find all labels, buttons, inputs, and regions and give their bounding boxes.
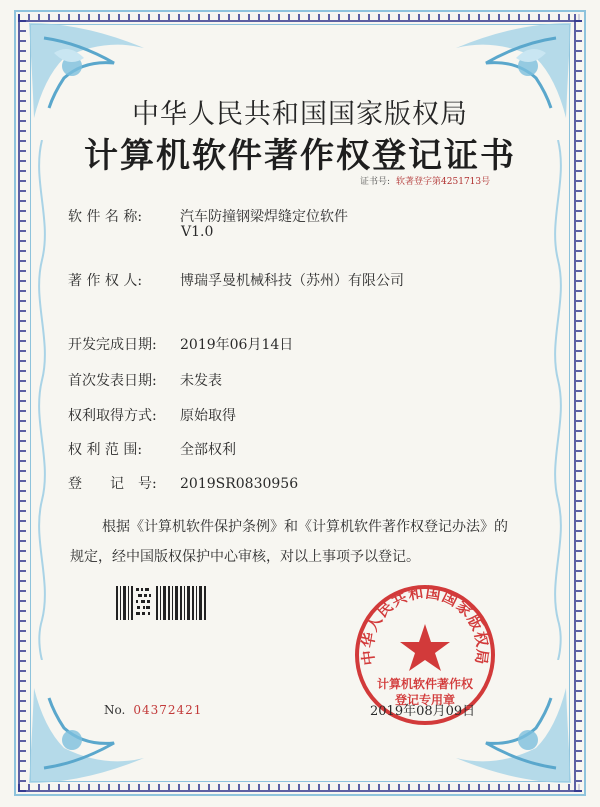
field-value: 原始取得	[180, 408, 236, 424]
field-label: 权 利 范 围:	[68, 442, 143, 458]
issue-date: 2019年08月09日	[370, 704, 476, 719]
legal-statement-line-1: 根据《计算机软件保护条例》和《计算机软件著作权登记办法》的	[102, 519, 508, 535]
seal-ring-text: 中华人民共和国国家版权局	[358, 583, 492, 667]
legal-statement-line-2: 规定，经中国版权保护中心审核，对以上事项予以登记。	[70, 549, 420, 565]
barcode	[116, 586, 208, 620]
field-value: 未发表	[180, 373, 222, 389]
seal-text-line-1: 计算机软件著作权	[376, 677, 473, 691]
field-acquisition-method	[68, 405, 236, 425]
software-version: V1.0	[181, 224, 214, 240]
field-completion-date	[68, 334, 293, 354]
field-software-name	[68, 206, 348, 226]
field-first-publication-date	[68, 370, 222, 390]
field-label: 开发完成日期:	[68, 337, 157, 353]
issuer-name: 中华人民共和国国家版权局	[132, 99, 468, 130]
field-value: 汽车防撞钢梁焊缝定位软件	[180, 209, 348, 225]
side-vine-left	[28, 140, 56, 660]
field-rights-scope	[68, 439, 236, 459]
serial-number-label: No.	[104, 703, 126, 717]
certificate-title: 计算机软件著作权登记证书	[84, 136, 516, 176]
field-registration-number	[68, 473, 298, 493]
field-value: 全部权利	[180, 442, 236, 458]
serial-number	[104, 703, 202, 717]
field-value: 2019年06月14日	[180, 337, 294, 353]
corner-ornament-bottom-left	[24, 678, 154, 788]
certificate-number-label: 证书号:	[360, 177, 391, 187]
certificate-number-value: 软著登字第4251713号	[396, 177, 491, 187]
field-label: 权利取得方式:	[68, 408, 157, 424]
field-label: 首次发表日期:	[68, 373, 157, 389]
certificate-number	[360, 174, 490, 187]
field-copyright-owner	[68, 270, 404, 290]
field-label: 软 件 名 称:	[68, 209, 143, 225]
field-value: 2019SR0830956	[180, 476, 299, 492]
side-vine-right	[544, 140, 572, 660]
seal-text-line-2: 登记专用章	[394, 693, 455, 707]
field-value: 博瑞孚曼机械科技（苏州）有限公司	[180, 273, 404, 289]
field-label: 著 作 权 人:	[68, 273, 143, 289]
serial-number-value: 04372421	[133, 703, 203, 717]
field-label: 登 记 号:	[68, 476, 157, 492]
